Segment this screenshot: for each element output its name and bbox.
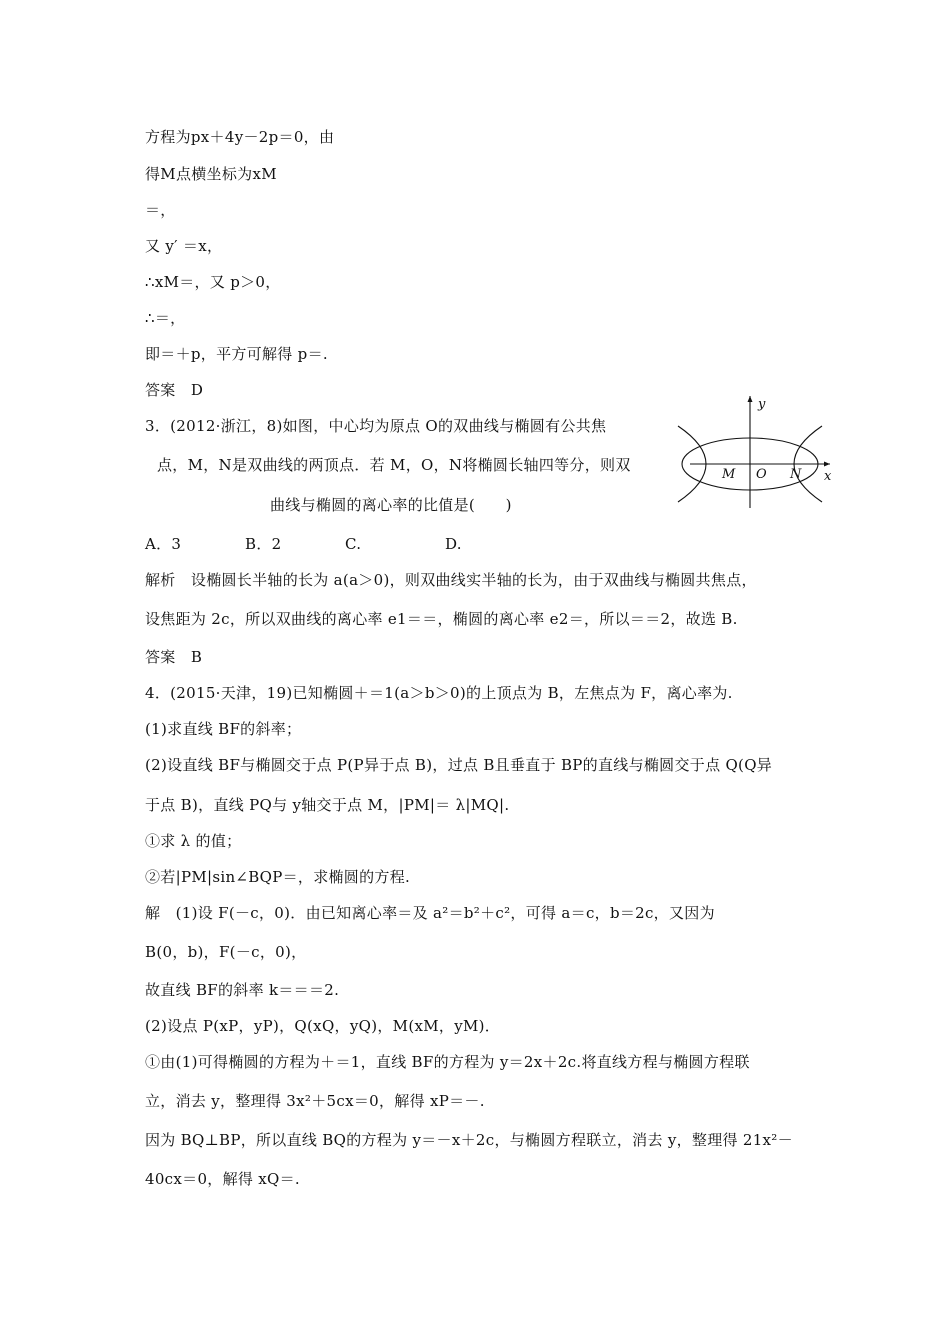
question-4-line: 于点 B)，直线 PQ与 y轴交于点 M，|PM|＝ λ|MQ|. — [145, 796, 510, 814]
label-m: M — [722, 467, 736, 482]
solution-line: 故直线 BF的斜率 k＝＝＝2. — [145, 981, 340, 999]
option-b: B．2 — [245, 535, 282, 553]
solution-line: 因为 BQ⊥BP，所以直线 BQ的方程为 y＝－x＋2c，与椭圆方程联立，消去 y，整理得 21x²－ — [145, 1131, 793, 1149]
label-o: O — [756, 467, 767, 482]
option-d: D. — [445, 535, 462, 553]
answer-line: 答案 D — [145, 381, 204, 399]
solution-line: ①由(1)可得椭圆的方程为＋＝1，直线 BF的方程为 y＝2x＋2c.将直线方程与椭圆方程联 — [145, 1053, 750, 1071]
option-c: C. — [345, 535, 362, 553]
question-3-line: 3．(2012·浙江，8)如图，中心均为原点 O的双曲线与椭圆有公共焦 — [145, 417, 607, 435]
text-line: 又 y′ ＝x， — [145, 237, 223, 255]
text-line: 即＝＋p，平方可解得 p＝. — [145, 345, 328, 363]
question-4-line: ①求 λ 的值； — [145, 832, 242, 850]
solution-line: 解 (1)设 F(－c，0)．由已知离心率＝及 a²＝b²＋c²，可得 a＝c，b＝2c，又因为 — [145, 904, 715, 922]
question-4-line: (1)求直线 BF的斜率； — [145, 720, 302, 738]
analysis-line: 设焦距为 2c，所以双曲线的离心率 e1＝＝，椭圆的离心率 e2＝，所以＝＝2，故选 B. — [145, 610, 738, 628]
question-3-line: 点，M，N是双曲线的两顶点．若 M，O，N将椭圆长轴四等分，则双 — [157, 456, 631, 474]
y-axis-arrow — [748, 396, 753, 402]
solution-line: 立，消去 y，整理得 3x²＋5cx＝0，解得 xP＝－. — [145, 1092, 485, 1110]
solution-line: 40cx＝0，解得 xQ＝. — [145, 1170, 300, 1188]
question-4-line: ②若|PM|sin∠BQP＝，求椭圆的方程. — [145, 868, 411, 886]
text-line: ＝， — [145, 201, 176, 219]
question-3-line: 曲线与椭圆的离心率的比值是( ) — [270, 496, 512, 514]
solution-line: B(0，b)，F(－c，0)， — [145, 943, 307, 961]
label-x: x — [824, 469, 832, 484]
x-axis-arrow — [824, 462, 830, 467]
question-4-line: 4．(2015·天津，19)已知椭圆＋＝1(a＞b＞0)的上顶点为 B，左焦点为 F，离心率为. — [145, 684, 733, 702]
analysis-line: 解析 设椭圆长半轴的长为 a(a＞0)，则双曲线实半轴的长为，由于双曲线与椭圆共焦点， — [145, 571, 757, 589]
question-4-line: (2)设直线 BF与椭圆交于点 P(P异于点 B)，过点 B且垂直于 BP的直线与椭圆交于点 Q(Q异 — [145, 756, 773, 774]
text-line: ∴＝， — [145, 309, 186, 327]
label-y: y — [758, 397, 766, 412]
text-line: 得M点横坐标为xM — [145, 165, 277, 183]
solution-line: (2)设点 P(xP，yP)，Q(xQ，yQ)，M(xM，yM)． — [145, 1017, 501, 1035]
text-line: ∴xM＝，又 p＞0， — [145, 273, 281, 291]
answer-line: 答案 B — [145, 648, 203, 666]
option-a: A．3 — [145, 535, 182, 553]
label-n: N — [790, 467, 802, 482]
ellipse-hyperbola-figure — [672, 392, 842, 510]
text-line: 方程为px＋4y－2p＝0，由 — [145, 128, 335, 146]
